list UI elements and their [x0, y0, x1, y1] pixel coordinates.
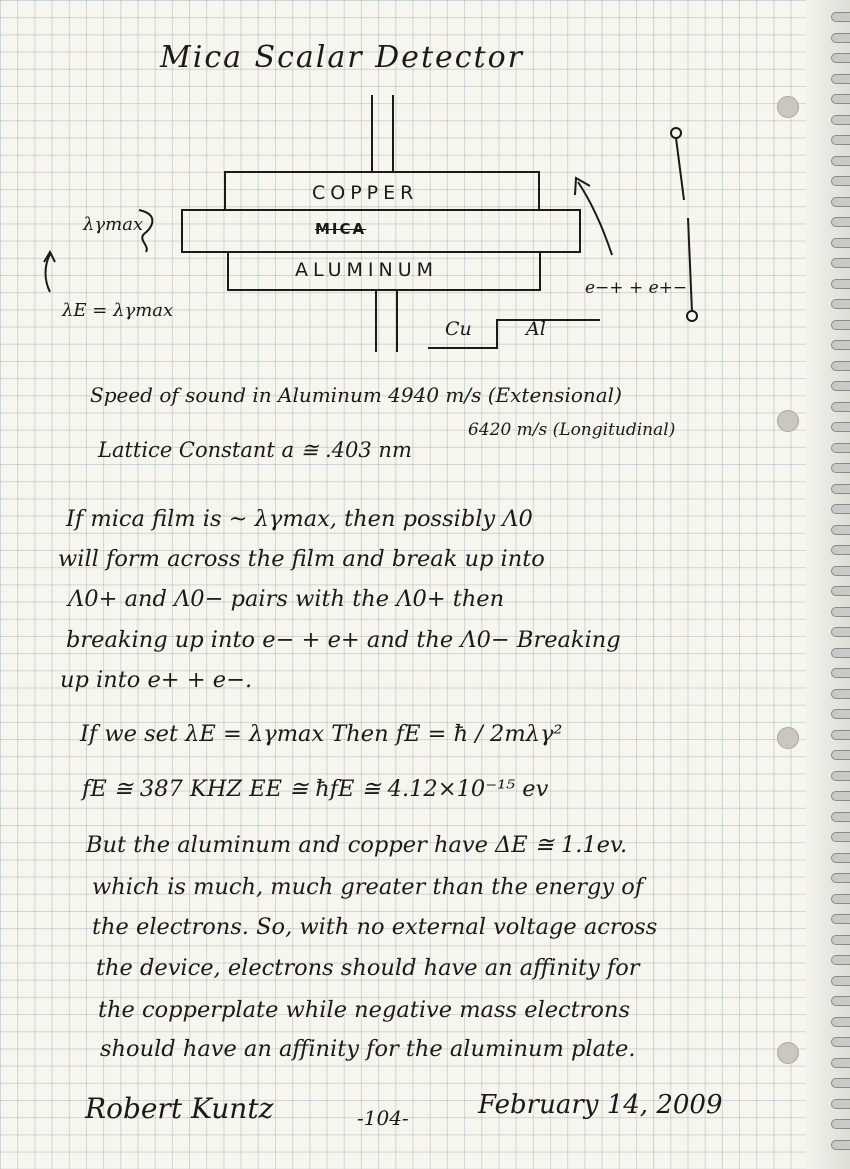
binding-ring	[831, 1119, 850, 1129]
cu-label: Cu	[445, 318, 472, 340]
paragraph2-line: which is much, much greater than the energy of	[92, 874, 644, 900]
binding-ring	[831, 1099, 850, 1109]
binding-ring	[831, 545, 850, 555]
binding-ring	[831, 115, 850, 125]
binding-ring	[831, 156, 850, 166]
binding-ring	[831, 94, 850, 104]
binding-ring	[831, 689, 850, 699]
mica-label: MICA	[315, 220, 367, 238]
binding-ring	[831, 853, 850, 863]
binding-ring	[831, 74, 850, 84]
electron-pair-label: e−+ + e+−	[585, 278, 688, 298]
binding-ring	[831, 1017, 850, 1027]
binding-ring	[831, 402, 850, 412]
al-label: Al	[526, 318, 546, 340]
aluminum-label: ALUMINUM	[295, 259, 439, 281]
page-number: -104-	[357, 1106, 409, 1130]
punch-hole	[777, 727, 799, 749]
binding-ring	[831, 668, 850, 678]
binding-ring	[831, 996, 850, 1006]
binding-ring	[831, 832, 850, 842]
binding-ring	[831, 484, 850, 494]
binding-ring	[831, 340, 850, 350]
binding-ring	[831, 648, 850, 658]
detector-diagram	[0, 0, 850, 380]
binding-ring	[831, 894, 850, 904]
paragraph2-line: should have an affinity for the aluminum plate.	[100, 1036, 636, 1062]
page-title: Mica Scalar Detector	[160, 40, 525, 75]
mica-plate	[182, 210, 580, 252]
binding-ring	[831, 53, 850, 63]
binding-ring	[831, 443, 850, 453]
binding-ring	[831, 873, 850, 883]
binding-ring	[831, 771, 850, 781]
binding-ring	[831, 320, 850, 330]
binding-ring	[831, 279, 850, 289]
lattice-constant-note: Lattice Constant a ≅ .403 nm	[98, 438, 412, 462]
binding-ring	[831, 525, 850, 535]
paragraph1-line: breaking up into e− + e+ and the Λ0− Breaking	[66, 627, 621, 653]
entry-date: February 14, 2009	[478, 1090, 723, 1120]
author-signature: Robert Kuntz	[85, 1092, 274, 1125]
punch-hole	[777, 1042, 799, 1064]
binding-ring	[831, 361, 850, 371]
probe-bottom	[687, 311, 697, 321]
binding-ring	[831, 197, 850, 207]
binding-ring	[831, 299, 850, 309]
binding-ring	[831, 1140, 850, 1150]
punch-hole	[777, 410, 799, 432]
binding-ring	[831, 135, 850, 145]
copper-label: COPPER	[312, 182, 419, 204]
punch-hole	[777, 96, 799, 118]
paragraph1-line: up into e+ + e−.	[60, 667, 253, 693]
binding-ring	[831, 607, 850, 617]
binding-ring	[831, 238, 850, 248]
binding-ring	[831, 955, 850, 965]
binding-ring	[831, 422, 850, 432]
binding-ring	[831, 750, 850, 760]
binding-ring	[831, 935, 850, 945]
binding-ring	[831, 381, 850, 391]
binding-ring	[831, 791, 850, 801]
probe-top	[671, 128, 681, 138]
binding-ring	[831, 33, 850, 43]
binding-ring	[831, 586, 850, 596]
binding-ring	[831, 12, 850, 22]
binding-ring	[831, 914, 850, 924]
binding-ring	[831, 463, 850, 473]
binding-ring	[831, 217, 850, 227]
binding-ring	[831, 730, 850, 740]
wavelength-equation: λE = λγmax	[62, 300, 174, 321]
binding-ring	[831, 504, 850, 514]
binding-ring	[831, 176, 850, 186]
right-arrow	[578, 182, 612, 255]
equation-line: If we set λE = λγmax Then fE = ħ / 2mλγ²	[80, 721, 563, 747]
binding-ring	[831, 976, 850, 986]
paragraph2-line: the electrons. So, with no external voltage across	[92, 914, 658, 940]
paragraph1-line: Λ0+ and Λ0− pairs with the Λ0+ then	[68, 586, 505, 612]
paragraph1-line: will form across the film and break up into	[58, 546, 545, 572]
binding-ring	[831, 1037, 850, 1047]
binding-ring	[831, 1058, 850, 1068]
paragraph2-line: the device, electrons should have an affinity for	[96, 955, 640, 981]
binding-ring	[831, 627, 850, 637]
binding-ring	[831, 566, 850, 576]
binding-ring	[831, 812, 850, 822]
paragraph2-line: But the aluminum and copper have ΔE ≅ 1.1ev.	[86, 832, 628, 858]
paragraph1-line: If mica film is ~ λγmax, then possibly Λ0	[66, 506, 533, 532]
paragraph2-line: the copperplate while negative mass electrons	[98, 997, 631, 1023]
binding-ring	[831, 709, 850, 719]
longitudinal-note: 6420 m/s (Longitudinal)	[468, 420, 676, 440]
equation-line: fE ≅ 387 KHZ EE ≅ ħfE ≅ 4.12×10⁻¹⁵ ev	[82, 776, 549, 802]
binding-ring	[831, 258, 850, 268]
binding-ring	[831, 1078, 850, 1088]
wavelength-left-label: λγmax	[83, 214, 144, 235]
speed-of-sound-note: Speed of sound in Aluminum 4940 m/s (Extensional)	[90, 383, 622, 407]
